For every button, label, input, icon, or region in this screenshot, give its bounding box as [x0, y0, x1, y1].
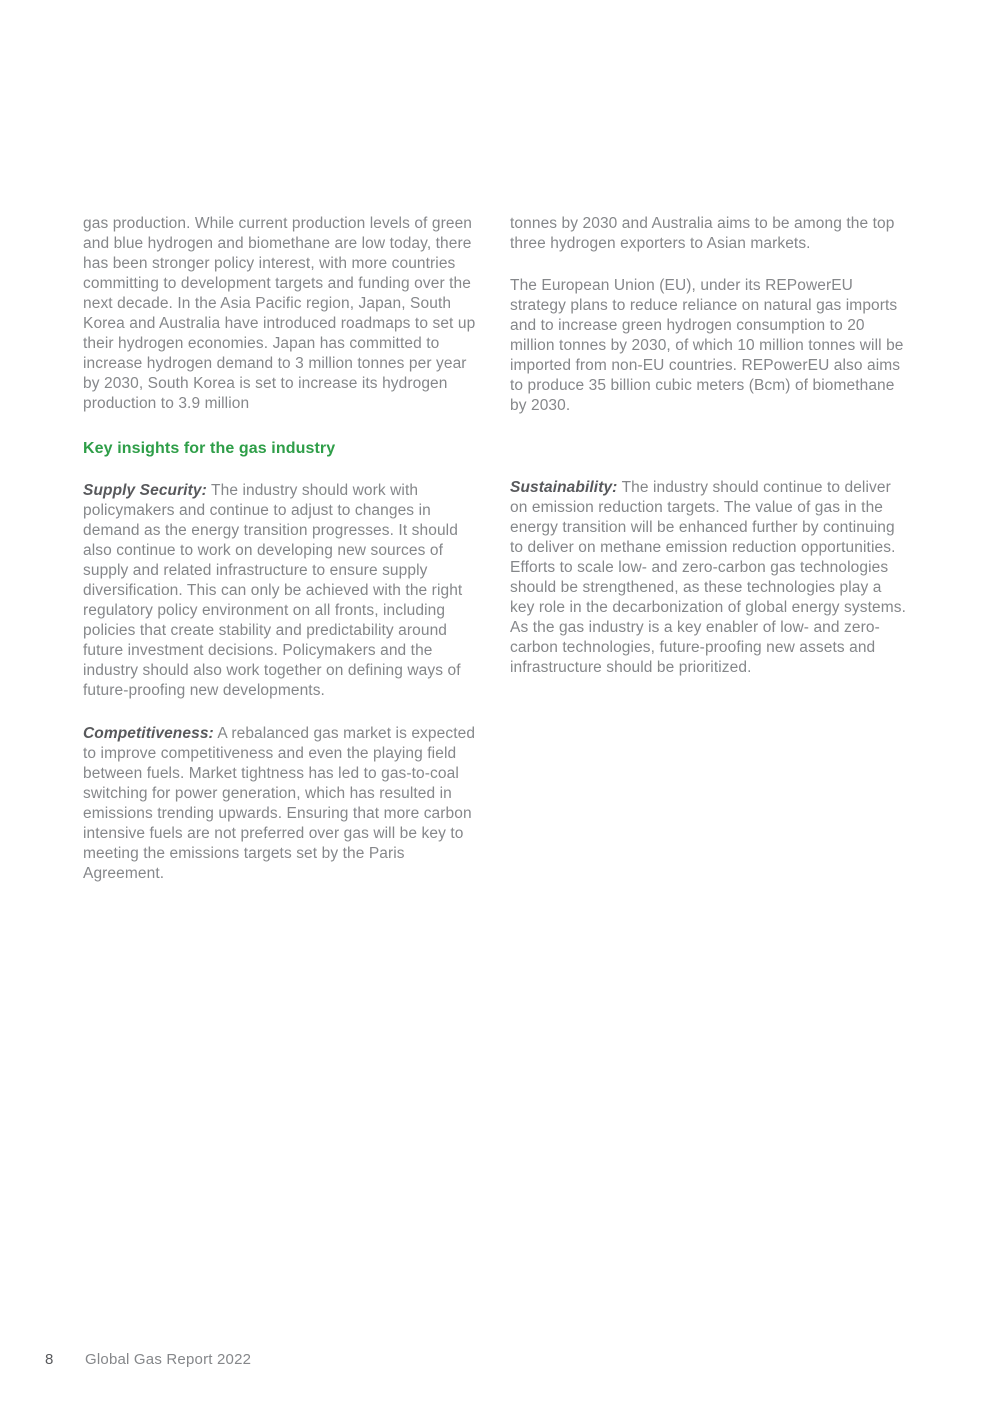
insight-lead-competitiveness: Competitiveness: — [83, 725, 214, 742]
insight-lead-supply-security: Supply Security: — [83, 482, 207, 499]
insight-lead-sustainability: Sustainability: — [510, 479, 618, 496]
section-heading-key-insights: Key insights for the gas industry — [83, 440, 336, 457]
insight-paragraph-sustainability — [510, 478, 906, 678]
insight-paragraph-supply-security — [83, 481, 479, 701]
page-number: 8 — [45, 1351, 54, 1368]
page-content — [83, 214, 907, 884]
page-footer — [45, 1350, 251, 1370]
paragraph-eu-repowereu: The European Union (EU), under its REPowerEU strategy plans to reduce reliance on natural gas imports and to increase green hydrogen consumption to 20 million tonnes by 2030, of which 10 million tonnes will be imported from non-EU countries. REPowerEU also aims to produce 35 billion cubic meters (Bcm) of biomethane by 2030. — [510, 277, 904, 414]
left-column — [83, 214, 479, 884]
insight-text-sustainability: The industry should continue to deliver on emission reduction targets. The value of gas in the energy transition will be enhanced further by continuing to deliver on methane emission reduction opportunities. Efforts to scale low- and zero-carbon gas technologies should be strengthened, as these technologies play a key role in the decarbonization of global energy systems. As the gas industry is a key enabler of low- and zero-carbon technologies, future-proofing new assets and infrastructure should be prioritized. — [510, 479, 906, 676]
insight-text-competitiveness: A rebalanced gas market is expected to improve competitiveness and even the playing field between fuels. Market tightness has led to gas-to-coal switching for power generation, which has resulted in emissions trending upwards. Ensuring that more carbon intensive fuels are not preferred over gas will be key to meeting the emissions targets set by the Paris Agreement. — [83, 725, 476, 882]
right-column — [510, 214, 906, 884]
insight-paragraph-competitiveness — [83, 724, 479, 884]
report-title: Global Gas Report 2022 — [85, 1351, 252, 1368]
insight-text-supply-security: The industry should work with policymakers and continue to adjust to changes in demand as the energy transition progresses. It should also continue to work on developing new sources of supply and related infrastructure to ensure supply diversification. This can only be achieved with the right regulatory policy environment on all fronts, including policies that create stability and predictability around future investment decisions. Policymakers and the industry should also work together on defining ways of future-proofing new developments. — [83, 482, 463, 699]
paragraph-australia-exports: tonnes by 2030 and Australia aims to be among the top three hydrogen exporters to Asian markets. — [510, 215, 895, 252]
intro-paragraph: gas production. While current production levels of green and blue hydrogen and biomethane are low today, there has been stronger policy interest, with more countries committing to development targets and funding over the next decade. In the Asia Pacific region, Japan, South Korea and Australia have introduced roadmaps to set up their hydrogen economies. Japan has committed to increase hydrogen demand to 3 million tonnes per year by 2030, South Korea is set to increase its hydrogen production to 3.9 million — [83, 215, 476, 412]
